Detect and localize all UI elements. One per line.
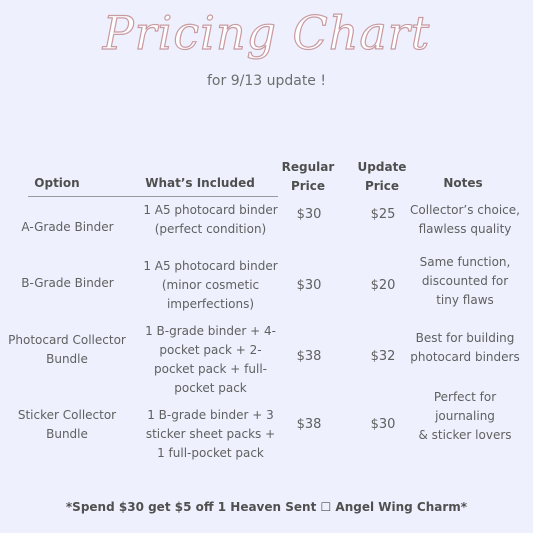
row-3-notes: Best for building photocard binders xyxy=(410,331,520,364)
row-2-notes: Same function, discounted for tiny flaws xyxy=(419,255,511,307)
row-2-update-price: $20 xyxy=(370,278,396,293)
row-3-update-price: $32 xyxy=(370,349,396,364)
header-option: Option xyxy=(34,176,80,190)
header-regular-1: Regular xyxy=(281,160,335,174)
row-4-notes: Perfect for journaling & sticker lovers xyxy=(418,390,512,442)
row-3-regular-price: $38 xyxy=(296,349,322,364)
row-1-included: 1 A5 photocard binder (perfect condition) xyxy=(143,203,278,236)
header-notes: Notes xyxy=(443,176,483,190)
row-1-update-price: $25 xyxy=(370,207,396,222)
row-4-update-price: $30 xyxy=(370,417,396,432)
header-update-1: Update xyxy=(357,160,407,174)
row-2-regular-price: $30 xyxy=(296,278,322,293)
page-title: Pricing Chart xyxy=(102,6,431,60)
row-3-option: Photocard Collector Bundle xyxy=(8,333,126,366)
header-divider xyxy=(28,196,278,197)
header-included: What’s Included xyxy=(145,176,255,190)
row-1-notes: Collector’s choice, flawless quality xyxy=(410,203,520,236)
page-subtitle: for 9/13 update ! xyxy=(207,73,326,89)
row-3-included: 1 B-grade binder + 4- pocket pack + 2- pocket pack + full- pocket pack xyxy=(145,324,276,395)
row-1-regular-price: $30 xyxy=(296,207,322,222)
row-4-included: 1 B-grade binder + 3 sticker sheet packs + 1 full-pocket pack xyxy=(145,408,276,460)
row-4-option: Sticker Collector Bundle xyxy=(17,408,117,441)
row-1-option: A-Grade Binder xyxy=(21,220,114,234)
header-regular-2: Price xyxy=(290,179,326,193)
row-2-included: 1 A5 photocard binder (minor cosmetic imperfections) xyxy=(143,259,278,311)
row-2-option: B-Grade Binder xyxy=(21,276,114,290)
header-update-2: Price xyxy=(364,179,400,193)
row-4-regular-price: $38 xyxy=(296,417,322,432)
promo-footer: *Spend $30 get $5 off 1 Heaven Sent ☐ Angel Wing Charm* xyxy=(65,500,468,514)
